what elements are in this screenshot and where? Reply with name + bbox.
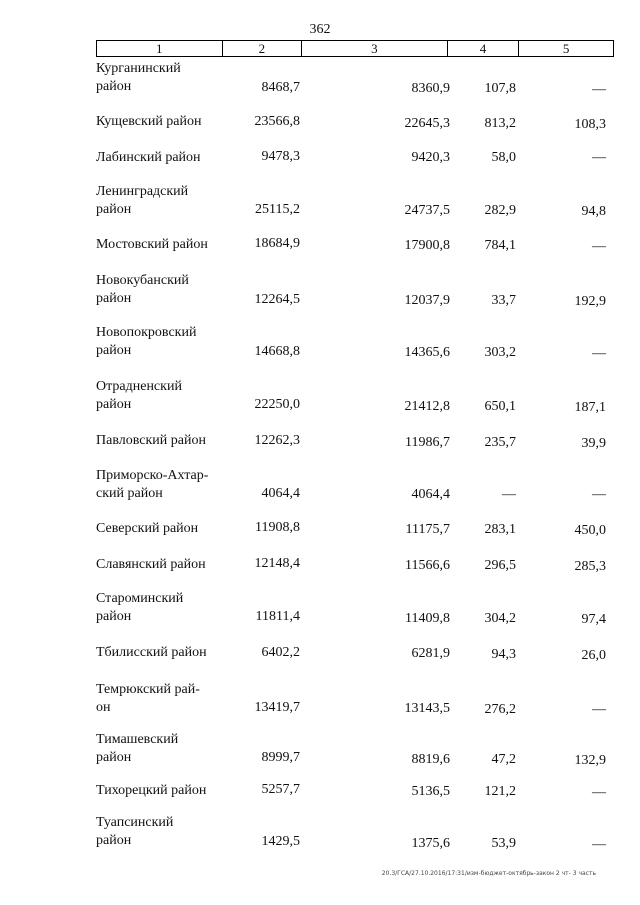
value-col-5: — bbox=[592, 150, 606, 165]
value-col-5: 94,8 bbox=[581, 204, 606, 219]
district-name: Курганинский район bbox=[96, 61, 181, 94]
district-name: Новопокровский район bbox=[96, 325, 197, 358]
value-col-2: 5257,7 bbox=[261, 782, 300, 797]
value-col-3: 11175,7 bbox=[405, 522, 450, 537]
district-name: Кущевский район bbox=[96, 114, 202, 129]
value-col-3: 1375,6 bbox=[411, 836, 450, 851]
footer-stamp: 20.3/ГСА/27.10.2016/17:31/изм-бюджет-октябрь-закон 2 чт- 3 часть bbox=[381, 870, 596, 877]
district-name: Северский район bbox=[96, 521, 199, 536]
district-name: Новокубанский район bbox=[96, 273, 189, 306]
header-col-2: 2 bbox=[223, 41, 303, 56]
value-col-3: 17900,8 bbox=[404, 238, 450, 253]
district-name: Туапсинский район bbox=[96, 815, 174, 848]
value-col-2: 12264,5 bbox=[254, 292, 300, 307]
value-col-4: 303,2 bbox=[484, 345, 516, 360]
value-col-2: 23566,8 bbox=[254, 114, 300, 129]
header-col-3: 3 bbox=[302, 41, 447, 56]
value-col-5: 192,9 bbox=[574, 294, 606, 309]
value-col-2: 4064,4 bbox=[261, 486, 300, 501]
value-col-4: 650,1 bbox=[484, 399, 516, 414]
value-col-2: 9478,3 bbox=[261, 149, 300, 164]
district-name: Лабинский район bbox=[96, 150, 201, 165]
value-col-5: — bbox=[592, 487, 606, 502]
value-col-3: 5136,5 bbox=[411, 784, 450, 799]
district-name: Павловский район bbox=[96, 433, 206, 448]
value-col-2: 11908,8 bbox=[255, 520, 300, 535]
value-col-5: 132,9 bbox=[574, 753, 606, 768]
value-col-3: 8819,6 bbox=[411, 752, 450, 767]
value-col-3: 11986,7 bbox=[405, 435, 450, 450]
value-col-4: 296,5 bbox=[484, 558, 516, 573]
value-col-4: 107,8 bbox=[484, 81, 516, 96]
district-name: Славянский район bbox=[96, 557, 206, 572]
district-name: Тбилисский район bbox=[96, 645, 207, 660]
value-col-2: 14668,8 bbox=[254, 344, 300, 359]
value-col-4: 53,9 bbox=[491, 836, 516, 851]
value-col-4: 58,0 bbox=[491, 150, 516, 165]
value-col-4: 47,2 bbox=[491, 752, 516, 767]
value-col-4: 276,2 bbox=[484, 702, 516, 717]
value-col-5: — bbox=[592, 702, 606, 717]
district-name: Тихорецкий район bbox=[96, 783, 207, 798]
value-col-5: — bbox=[592, 837, 606, 852]
value-col-3: 6281,9 bbox=[411, 646, 450, 661]
district-name: Отрадненский район bbox=[96, 379, 182, 412]
header-col-4: 4 bbox=[448, 41, 520, 56]
value-col-3: 9420,3 bbox=[411, 150, 450, 165]
district-name: Темрюкский рай- он bbox=[96, 682, 200, 715]
value-col-3: 4064,4 bbox=[411, 487, 450, 502]
value-col-3: 8360,9 bbox=[411, 81, 450, 96]
district-name: Мостовский район bbox=[96, 237, 208, 252]
header-col-1: 1 bbox=[97, 41, 223, 56]
value-col-3: 13143,5 bbox=[404, 701, 450, 716]
value-col-5: 187,1 bbox=[574, 400, 606, 415]
value-col-3: 21412,8 bbox=[404, 399, 450, 414]
value-col-4: 283,1 bbox=[484, 522, 516, 537]
value-col-3: 11409,8 bbox=[405, 611, 450, 626]
value-col-5: 97,4 bbox=[581, 612, 606, 627]
value-col-2: 11811,4 bbox=[255, 609, 300, 624]
value-col-2: 8468,7 bbox=[261, 80, 300, 95]
district-name: Староминский район bbox=[96, 591, 184, 624]
value-col-5: — bbox=[592, 346, 606, 361]
value-col-2: 18684,9 bbox=[254, 236, 300, 251]
value-col-2: 8999,7 bbox=[261, 750, 300, 765]
value-col-5: 26,0 bbox=[581, 648, 606, 663]
value-col-4: 33,7 bbox=[491, 293, 516, 308]
value-col-2: 12148,4 bbox=[254, 556, 300, 571]
value-col-4: 235,7 bbox=[484, 435, 516, 450]
value-col-5: 285,3 bbox=[574, 559, 606, 574]
value-col-5: 39,9 bbox=[581, 436, 606, 451]
value-col-3: 24737,5 bbox=[404, 203, 450, 218]
value-col-3: 11566,6 bbox=[405, 558, 450, 573]
value-col-2: 12262,3 bbox=[254, 433, 300, 448]
value-col-4: 304,2 bbox=[484, 611, 516, 626]
value-col-2: 22250,0 bbox=[254, 397, 300, 412]
page-number: 362 bbox=[309, 22, 331, 37]
value-col-5: — bbox=[592, 82, 606, 97]
value-col-4: 813,2 bbox=[484, 116, 516, 131]
value-col-5: — bbox=[592, 785, 606, 800]
value-col-2: 1429,5 bbox=[261, 834, 300, 849]
value-col-4: 94,3 bbox=[491, 647, 516, 662]
value-col-4: — bbox=[502, 487, 516, 502]
value-col-5: 108,3 bbox=[574, 117, 606, 132]
value-col-4: 784,1 bbox=[484, 238, 516, 253]
value-col-3: 22645,3 bbox=[404, 116, 450, 131]
value-col-2: 6402,2 bbox=[261, 645, 300, 660]
value-col-5: — bbox=[592, 239, 606, 254]
value-col-4: 121,2 bbox=[484, 784, 516, 799]
header-col-5: 5 bbox=[562, 41, 570, 56]
value-col-3: 14365,6 bbox=[404, 345, 450, 360]
value-col-2: 25115,2 bbox=[255, 202, 300, 217]
district-name: Тимашевский район bbox=[96, 732, 179, 765]
value-col-3: 12037,9 bbox=[404, 293, 450, 308]
value-col-5: 450,0 bbox=[574, 523, 606, 538]
value-col-2: 13419,7 bbox=[254, 700, 300, 715]
district-name: Приморско-Ахтар- ский район bbox=[96, 468, 209, 501]
value-col-4: 282,9 bbox=[484, 203, 516, 218]
district-name: Ленинградский район bbox=[96, 184, 189, 217]
